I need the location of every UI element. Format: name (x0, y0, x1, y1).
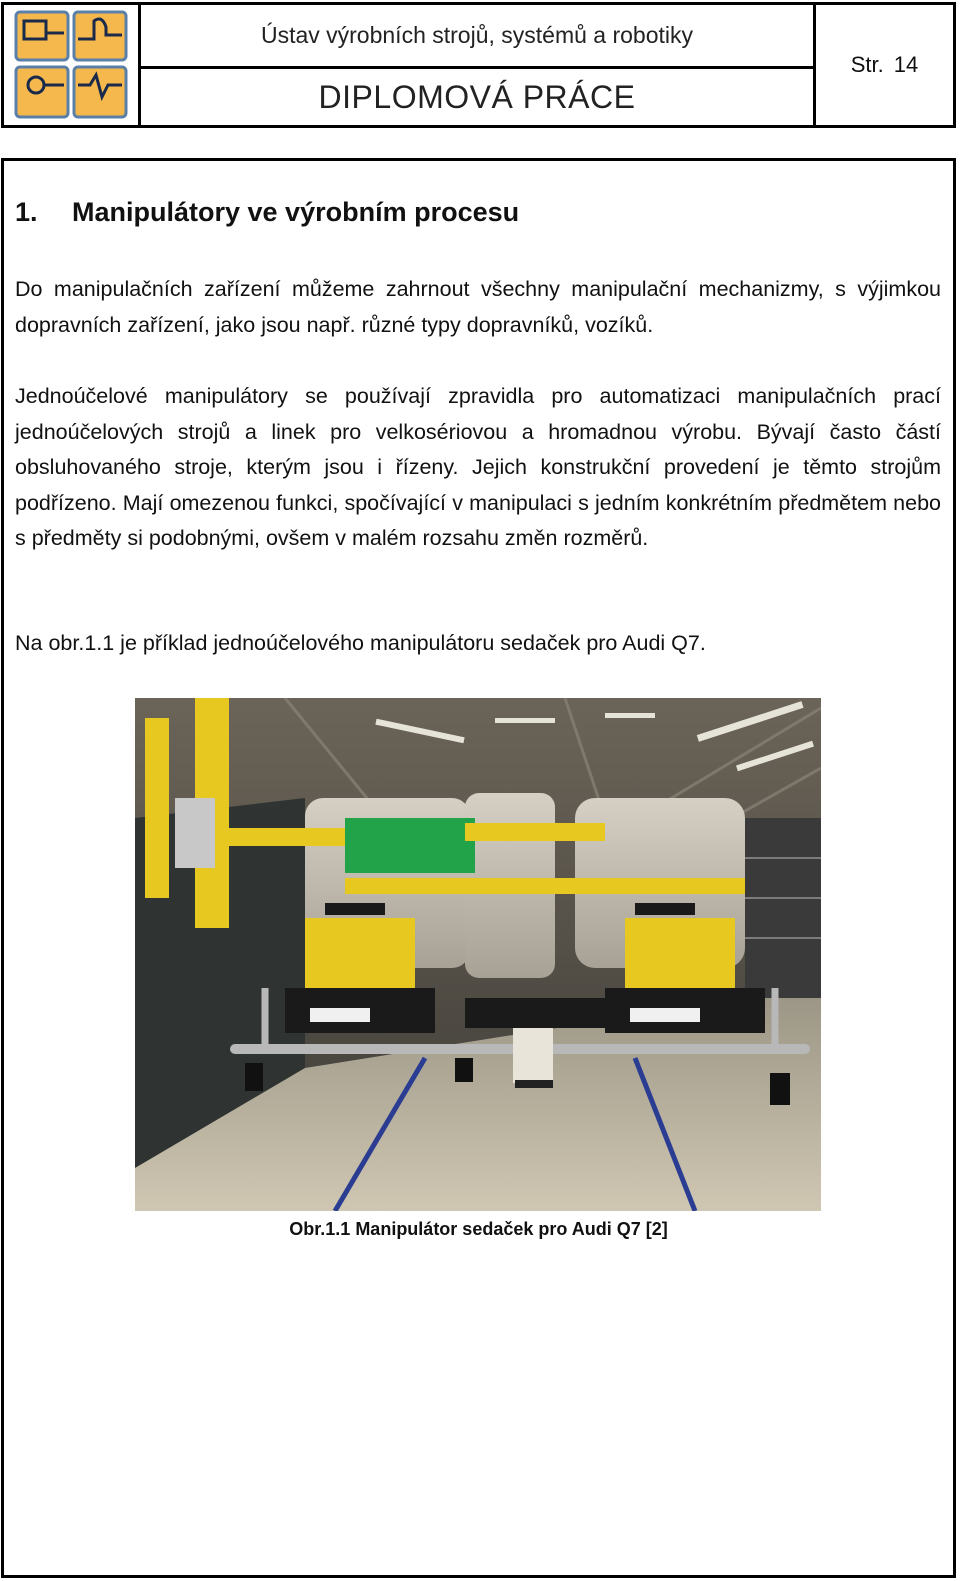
figure-caption: Obr.1.1 Manipulátor sedaček pro Audi Q7 [2] (289, 1219, 668, 1239)
pulse-icon (74, 67, 126, 117)
page-number: 14 (893, 52, 919, 77)
square-icon (16, 12, 68, 60)
page-header (1, 2, 956, 128)
section-number: 1. (15, 197, 38, 227)
wave-icon (74, 12, 126, 60)
page-content (1, 158, 956, 1578)
paragraph-figure-reference: Na obr.1.1 je příklad jednoúčelového manipulátoru sedaček pro Audi Q7. (15, 631, 706, 655)
page-indicator (816, 5, 953, 125)
institute-name: Ústav výrobních strojů, systémů a robotiky (141, 5, 816, 69)
section-heading (15, 197, 519, 228)
circle-icon (16, 67, 68, 117)
paragraph-intro: Do manipulačních zařízení můžeme zahrnout všechny manipulační mechanizmy, s výjimkou dopravních zařízení, jako jsou např. různé typy dopravníků, vozíků. (15, 277, 941, 337)
institute-logo (4, 5, 141, 125)
page-label: Str. (850, 52, 884, 77)
paragraph-single-purpose: Jednoúčelové manipulátory se používají zpravidla pro automatizaci manipulačních prací jednoúčelových strojů a linek pro velkosériovou a hromadnou výrobu. Bývají často částí obsluhovaného stroje, kterým jsou i řízeny. Jejich konstrukční provedení je těmto strojům podřízeno. Mají omezenou funkci, spočívající v manipulaci s jedním konkrétním předmětem nebo s předměty si podobnými, ovšem v malém rozsahu změn rozměrů. (15, 384, 941, 550)
logo-graphic (4, 5, 138, 125)
section-title: Manipulátory ve výrobním procesu (72, 197, 520, 227)
figure-photo (135, 698, 821, 1211)
document-type: DIPLOMOVÁ PRÁCE (141, 69, 816, 125)
